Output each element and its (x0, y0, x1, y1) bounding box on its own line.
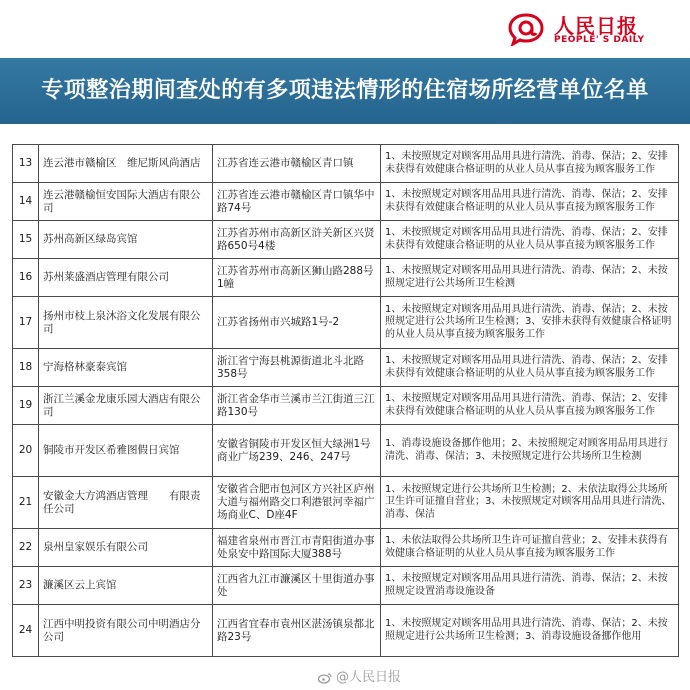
business-address: 江苏省苏州市高新区浒关新区兴贤路650号4楼 (213, 221, 381, 259)
row-number: 24 (13, 605, 39, 657)
table-row (13, 183, 679, 221)
row-number: 18 (13, 349, 39, 387)
business-address: 福建省泉州市晋江市青阳街道办事处泉安中路国际大厦388号 (213, 529, 381, 567)
violation-details: 1、未按照规定对顾客用品用具进行清洗、消毒、保洁；2、安排未获得有效健康合格证明的从业人员从事直接为顾客服务工作 (381, 349, 679, 387)
business-name: 浙江兰溪金龙康乐园大酒店有限公司 (39, 387, 213, 425)
table-row (13, 425, 679, 477)
business-name: 江西中明投资有限公司中明酒店分公司 (39, 605, 213, 657)
row-number: 21 (13, 477, 39, 529)
business-address: 江西省九江市濂溪区十里街道办事处 (213, 567, 381, 605)
table-row (13, 259, 679, 297)
business-name: 濂溪区云上宾馆 (39, 567, 213, 605)
violation-details: 1、未按照规定对顾客用品用具进行清洗、消毒、保洁；2、安排未获得有效健康合格证明的从业人员从事直接为顾客服务工作 (381, 183, 679, 221)
table-row (13, 529, 679, 567)
row-number: 15 (13, 221, 39, 259)
business-name: 铜陵市开发区希雅图假日宾馆 (39, 425, 213, 477)
table-row (13, 387, 679, 425)
row-number: 23 (13, 567, 39, 605)
business-name: 苏州莱盛酒店管理有限公司 (39, 259, 213, 297)
business-address: 安徽省铜陵市开发区恒大绿洲1号 商业广场239、246、247号 (213, 425, 381, 477)
business-name: 连云港市赣榆区 维尼斯风尚酒店 (39, 145, 213, 183)
chat-bubble-icon (508, 12, 548, 46)
business-name: 连云港赣榆恒安国际大酒店有限公司 (39, 183, 213, 221)
violation-details: 1、未按照规定对顾客用品用具进行清洗、消毒、保洁；2、未按照规定进行公共场所卫生检测；3、消毒设施设备挪作他用 (381, 605, 679, 657)
row-number: 13 (13, 145, 39, 183)
business-name: 宁海格林豪泰宾馆 (39, 349, 213, 387)
violation-details: 1、未按照规定对顾客用品用具进行清洗、消毒、保洁；2、未按照规定进行公共场所卫生检测；3、安排未获得有效健康合格证明的从业人员从事直接为顾客服务工作 (381, 297, 679, 349)
business-address: 江西省宜春市袁州区湛汤镇泉都北路23号 (213, 605, 381, 657)
table-row (13, 221, 679, 259)
row-number: 14 (13, 183, 39, 221)
business-address: 安徽省合肥市包河区方兴社区庐州大道与福州路交口利港银河幸福广场商业C、D座4F (213, 477, 381, 529)
table-row (13, 145, 679, 183)
table-body (13, 145, 679, 657)
row-number: 16 (13, 259, 39, 297)
business-name: 扬州市枝上泉沐浴文化发展有限公司 (39, 297, 213, 349)
violation-details: 1、未依法取得公共场所卫生许可证擅自营业；2、安排未获得有效健康合格证明的从业人员从事直接为顾客服务工作 (381, 529, 679, 567)
page-title: 专项整治期间查处的有多项违法情形的住宿场所经营单位名单 (41, 78, 649, 103)
violation-details: 1、消毒设施设备挪作他用；2、未按照规定对顾客用品用具进行清洗、消毒、保洁；3、未按照规定进行公共场所卫生检测 (381, 425, 679, 477)
table-row (13, 297, 679, 349)
row-number: 17 (13, 297, 39, 349)
violation-details: 1、未按照规定进行公共场所卫生检测；2、未依法取得公共场所卫生许可证擅自营业；3、未按照规定对顾客用品用具进行清洗、消毒、保洁 (381, 477, 679, 529)
violation-details: 1、未按照规定对顾客用品用具进行清洗、消毒、保洁；2、安排未获得有效健康合格证明的从业人员从事直接为顾客服务工作 (381, 145, 679, 183)
business-name: 泉州皇家娱乐有限公司 (39, 529, 213, 567)
logo-subtext: PEOPLE' S DAILY (554, 35, 645, 45)
business-address: 浙江省金华市兰溪市兰江街道三江路130号 (213, 387, 381, 425)
watermark-text: @人民日报 (336, 670, 402, 685)
title-banner (0, 58, 690, 124)
business-address: 江苏省连云港市赣榆区青口镇 (213, 145, 381, 183)
business-name: 安徽金大方鸿酒店管理 有限责任公司 (39, 477, 213, 529)
weibo-icon (318, 672, 332, 684)
business-address: 江苏省连云港市赣榆区青口镇华中路74号 (213, 183, 381, 221)
violation-table-container (12, 144, 678, 657)
business-address: 江苏省苏州市高新区狮山路288号1幢 (213, 259, 381, 297)
business-name: 苏州高新区绿岛宾馆 (39, 221, 213, 259)
logo-text: 人民日报 (554, 14, 638, 38)
top-band (0, 0, 690, 58)
watermark (318, 666, 401, 685)
violation-details: 1、未按照规定对顾客用品用具进行清洗、消毒、保洁；2、安排未获得有效健康合格证明的从业人员从事直接为顾客服务工作 (381, 221, 679, 259)
violation-details: 1、未按照规定对顾客用品用具进行清洗、消毒、保洁；2、未按照规定进行公共场所卫生检测 (381, 259, 679, 297)
table-row (13, 477, 679, 529)
row-number: 22 (13, 529, 39, 567)
table-row (13, 349, 679, 387)
violation-details: 1、未按照规定对顾客用品用具进行清洗、消毒、保洁；2、未按照规定设置消毒设施设备 (381, 567, 679, 605)
violation-details: 1、未按照规定对顾客用品用具进行清洗、消毒、保洁；2、安排未获得有效健康合格证明的从业人员从事直接为顾客服务工作 (381, 387, 679, 425)
row-number: 19 (13, 387, 39, 425)
business-address: 浙江省宁海县桃源街道北斗北路358号 (213, 349, 381, 387)
row-number: 20 (13, 425, 39, 477)
business-address: 江苏省扬州市兴城路1号-2 (213, 297, 381, 349)
table-row (13, 605, 679, 657)
table-row (13, 567, 679, 605)
violation-table (12, 144, 679, 657)
peoples-daily-logo (508, 8, 668, 50)
